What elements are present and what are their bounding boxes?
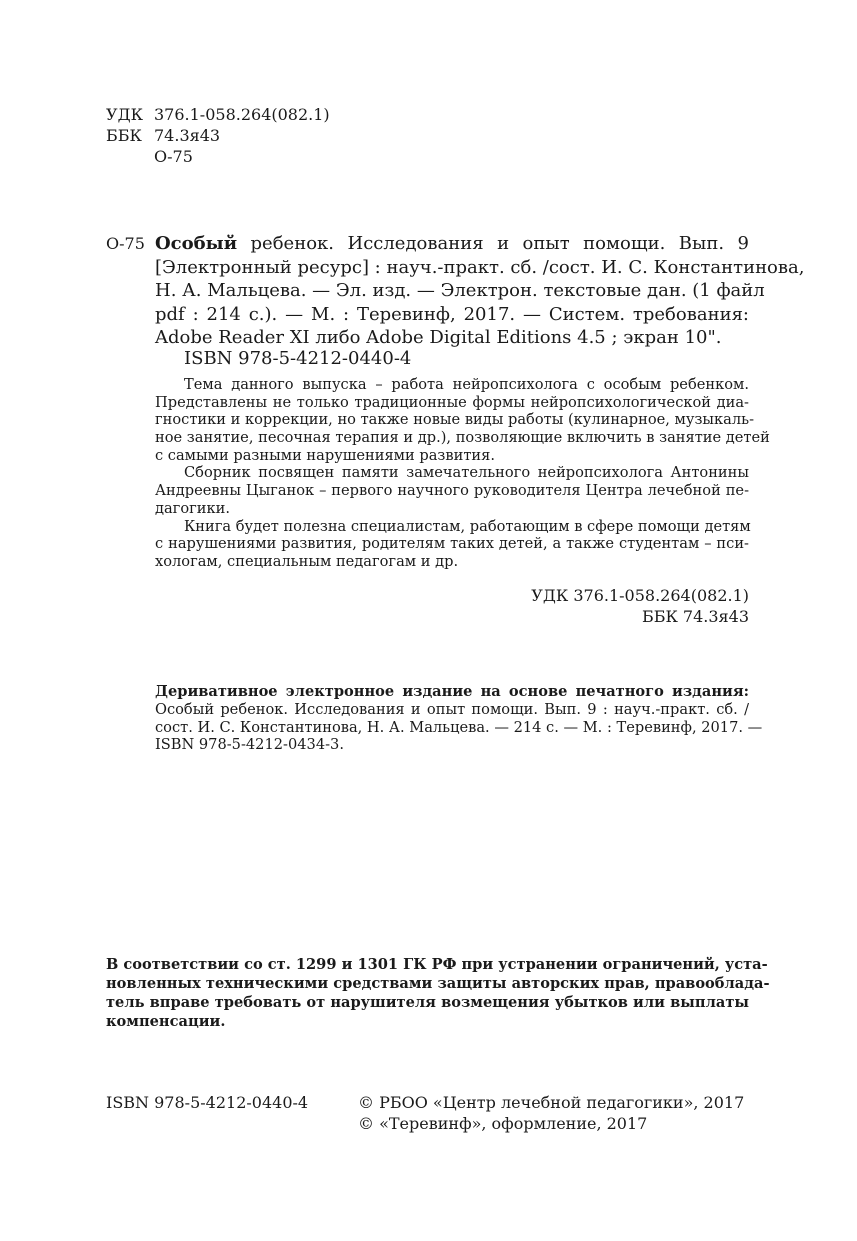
udk-row <box>106 104 406 125</box>
udk-code-right: УДК 376.1-058.264(082.1) <box>531 586 749 605</box>
copyright-line: © «Теревинф», оформление, 2017 <box>358 1114 648 1133</box>
annotation-line: Андреевны Цыганок – первого научного руководителя Центра лечебной пе- <box>155 482 749 500</box>
annotation-line: ное занятие, песочная терапия и др.), позволяющие включить в занятие детей <box>155 429 770 447</box>
derivative-heading: Деривативное электронное издание на основе печатного издания: <box>155 683 749 700</box>
footer-isbn: ISBN 978-5-4212-0440-4 <box>106 1093 309 1112</box>
record-title-rest: ребенок. Исследования и опыт помощи. Вып. 9 <box>237 233 749 254</box>
annotation-line: Сборник посвящен памяти замечательного нейропсихолога Антонины <box>184 464 749 482</box>
record-isbn: ISBN 978-5-4212-0440-4 <box>184 348 412 369</box>
annotation-line: хологам, специальным педагогам и др. <box>155 552 459 570</box>
codes-right <box>440 585 749 627</box>
derivative-line: ISBN 978-5-4212-0434-3. <box>155 736 344 754</box>
annotation-line: дагогики. <box>155 499 230 517</box>
udk-value: 376.1-058.264(082.1) <box>154 105 330 124</box>
legal-line: В соответствии со ст. 1299 и 1301 ГК РФ при устранении ограничений, уста- <box>106 956 768 973</box>
record-line: pdf : 214 с.). — М. : Теревинф, 2017. — Систем. требования: <box>155 303 749 325</box>
legal-line: новленных техническими средствами защиты авторских прав, правооблада- <box>106 975 770 992</box>
annotation-line: с самыми разными нарушениями развития. <box>155 446 495 464</box>
author-mark-row <box>106 146 406 167</box>
derivative-edition <box>155 683 763 754</box>
bbk-code-right: ББК 74.3я43 <box>641 607 749 626</box>
annotation-line: с нарушениями развития, родителям таких детей, а также студентам – пси- <box>155 535 749 553</box>
copyright-line: © РБОО «Центр лечебной педагогики», 2017 <box>358 1093 745 1112</box>
bbk-row <box>106 125 406 146</box>
annotation <box>155 376 770 571</box>
bbk-value: 74.3я43 <box>154 126 221 145</box>
annotation-line: Представлены не только традиционные формы нейропсихологической диа- <box>155 393 749 411</box>
derivative-line: Особый ребенок. Исследования и опыт помощи. Вып. 9 : науч.-практ. сб. / <box>155 700 749 718</box>
annotation-line: Книга будет полезна специалистам, работающим в сфере помощи детям <box>184 517 751 535</box>
bbk-label: ББК <box>106 126 142 145</box>
record-line: Adobe Reader XI либо Adobe Digital Editions 4.5 ; экран 10". <box>155 327 722 348</box>
record-line: [Электронный ресурс] : науч.-практ. сб. /сост. И. С. Константинова, <box>155 256 805 278</box>
legal-line: компенсации. <box>106 1013 226 1030</box>
annotation-line: Тема данного выпуска – работа нейропсихолога с особым ребенком. <box>184 376 749 393</box>
udk-label: УДК <box>106 105 143 124</box>
bibliographic-record <box>155 232 805 350</box>
derivative-line: сост. И. С. Константинова, Н. А. Мальцева. — 214 с. — М. : Теревинф, 2017. — <box>155 718 763 736</box>
legal-notice <box>106 955 770 1031</box>
classification-block <box>106 104 406 167</box>
record-author-mark: О-75 <box>106 234 145 253</box>
copyright-block <box>358 1092 744 1134</box>
author-mark: О-75 <box>154 147 193 166</box>
annotation-line: гностики и коррекции, но также новые виды работы (кулинарное, музыкаль- <box>155 411 755 429</box>
record-line: Н. А. Мальцева. — Эл. изд. — Электрон. текстовые дан. (1 файл <box>155 280 765 301</box>
record-line <box>155 232 749 256</box>
legal-line: тель вправе требовать от нарушителя возмещения убытков или выплаты <box>106 994 749 1011</box>
record-title-bold: Особый <box>155 233 238 254</box>
